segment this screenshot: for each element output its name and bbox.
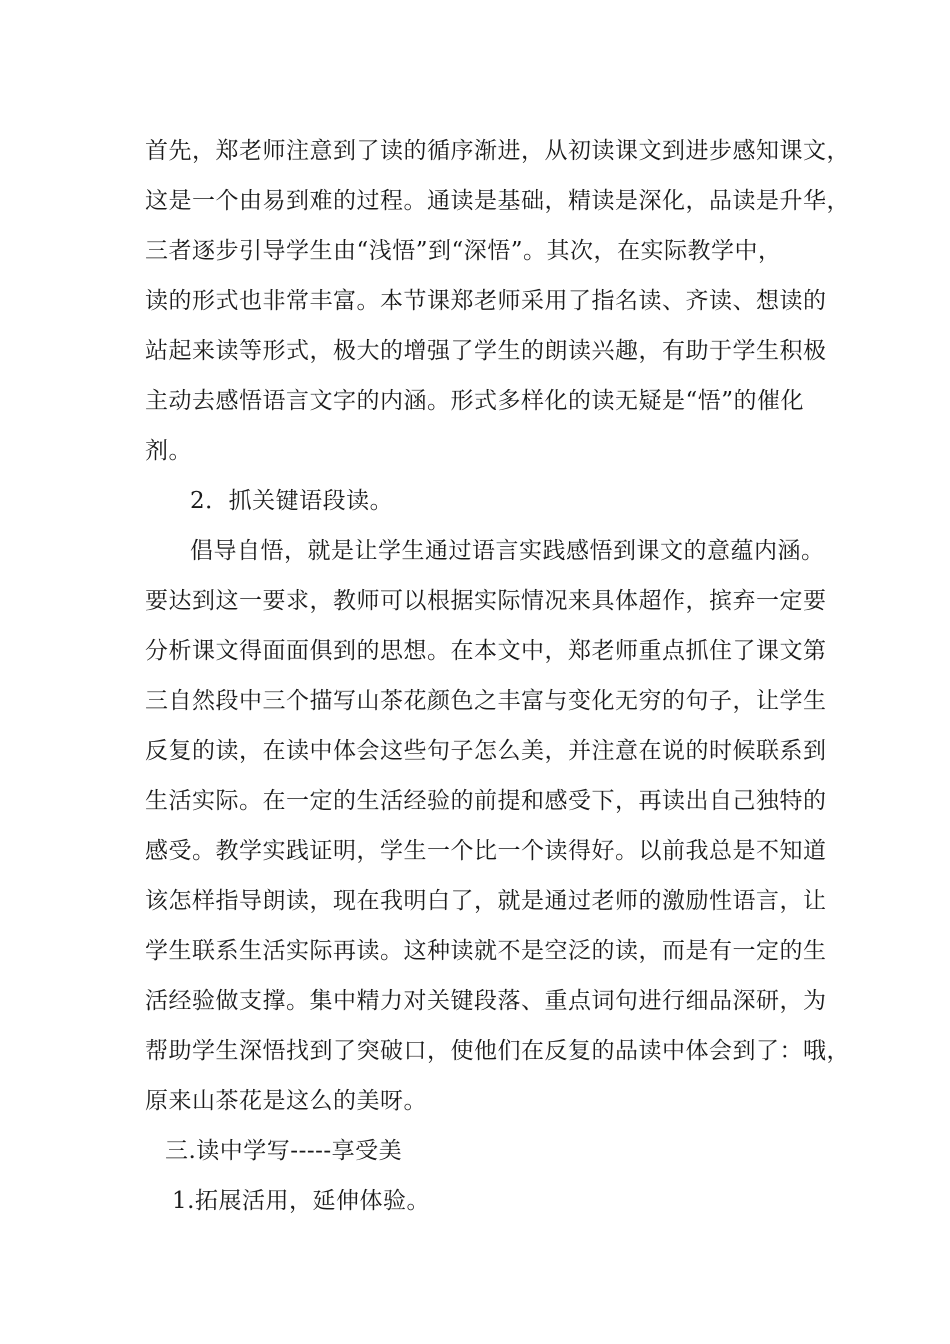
section-heading: 三.读中学写-----享受美 <box>165 1138 403 1164</box>
text-line: 学生联系生活实际再读。这种读就不是空泛的读，而是有一定的生 <box>145 938 827 964</box>
text-line: 三者逐步引导学生由“浅悟”到“深悟”。其次，在实际教学中， <box>145 238 782 264</box>
text-line: 活经验做支撑。集中精力对关键段落、重点词句进行细品深研，为 <box>145 988 827 1014</box>
text-line: 分析课文得面面俱到的思想。在本文中，郑老师重点抓住了课文第 <box>145 638 827 664</box>
paragraph-first-line: 倡导自悟，就是让学生通过语言实践感悟到课文的意蕴内涵。 <box>190 538 825 564</box>
section-heading: 2．抓关键语段读。 <box>190 488 394 514</box>
subsection-heading: 1.拓展活用，延伸体验。 <box>172 1188 430 1214</box>
text-line: 生活实际。在一定的生活经验的前提和感受下，再读出自己独特的 <box>145 788 827 814</box>
text-line: 读的形式也非常丰富。本节课郑老师采用了指名读、齐读、想读的 <box>145 288 827 314</box>
text-line: 剂。 <box>145 438 192 464</box>
text-line: 这是一个由易到难的过程。通读是基础，精读是深化，品读是升华， <box>145 188 850 214</box>
text-line: 反复的读，在读中体会这些句子怎么美，并注意在说的时候联系到 <box>145 738 827 764</box>
text-line: 主动去感悟语言文字的内涵。形式多样化的读无疑是“悟”的催化 <box>145 388 805 414</box>
text-line: 帮助学生深悟找到了突破口，使他们在反复的品读中体会到了：哦， <box>145 1038 850 1064</box>
text-line: 三自然段中三个描写山茶花颜色之丰富与变化无穷的句子，让学生 <box>145 688 827 714</box>
text-line: 站起来读等形式，极大的增强了学生的朗读兴趣，有助于学生积极 <box>145 338 827 364</box>
text-line: 该怎样指导朗读，现在我明白了，就是通过老师的激励性语言，让 <box>145 888 827 914</box>
text-line: 感受。教学实践证明，学生一个比一个读得好。以前我总是不知道 <box>145 838 827 864</box>
text-line: 原来山茶花是这么的美呀。 <box>145 1088 427 1114</box>
text-line: 要达到这一要求，教师可以根据实际情况来具体超作，摈弃一定要 <box>145 588 827 614</box>
text-line: 首先，郑老师注意到了读的循序渐进，从初读课文到进步感知课文， <box>145 138 850 164</box>
